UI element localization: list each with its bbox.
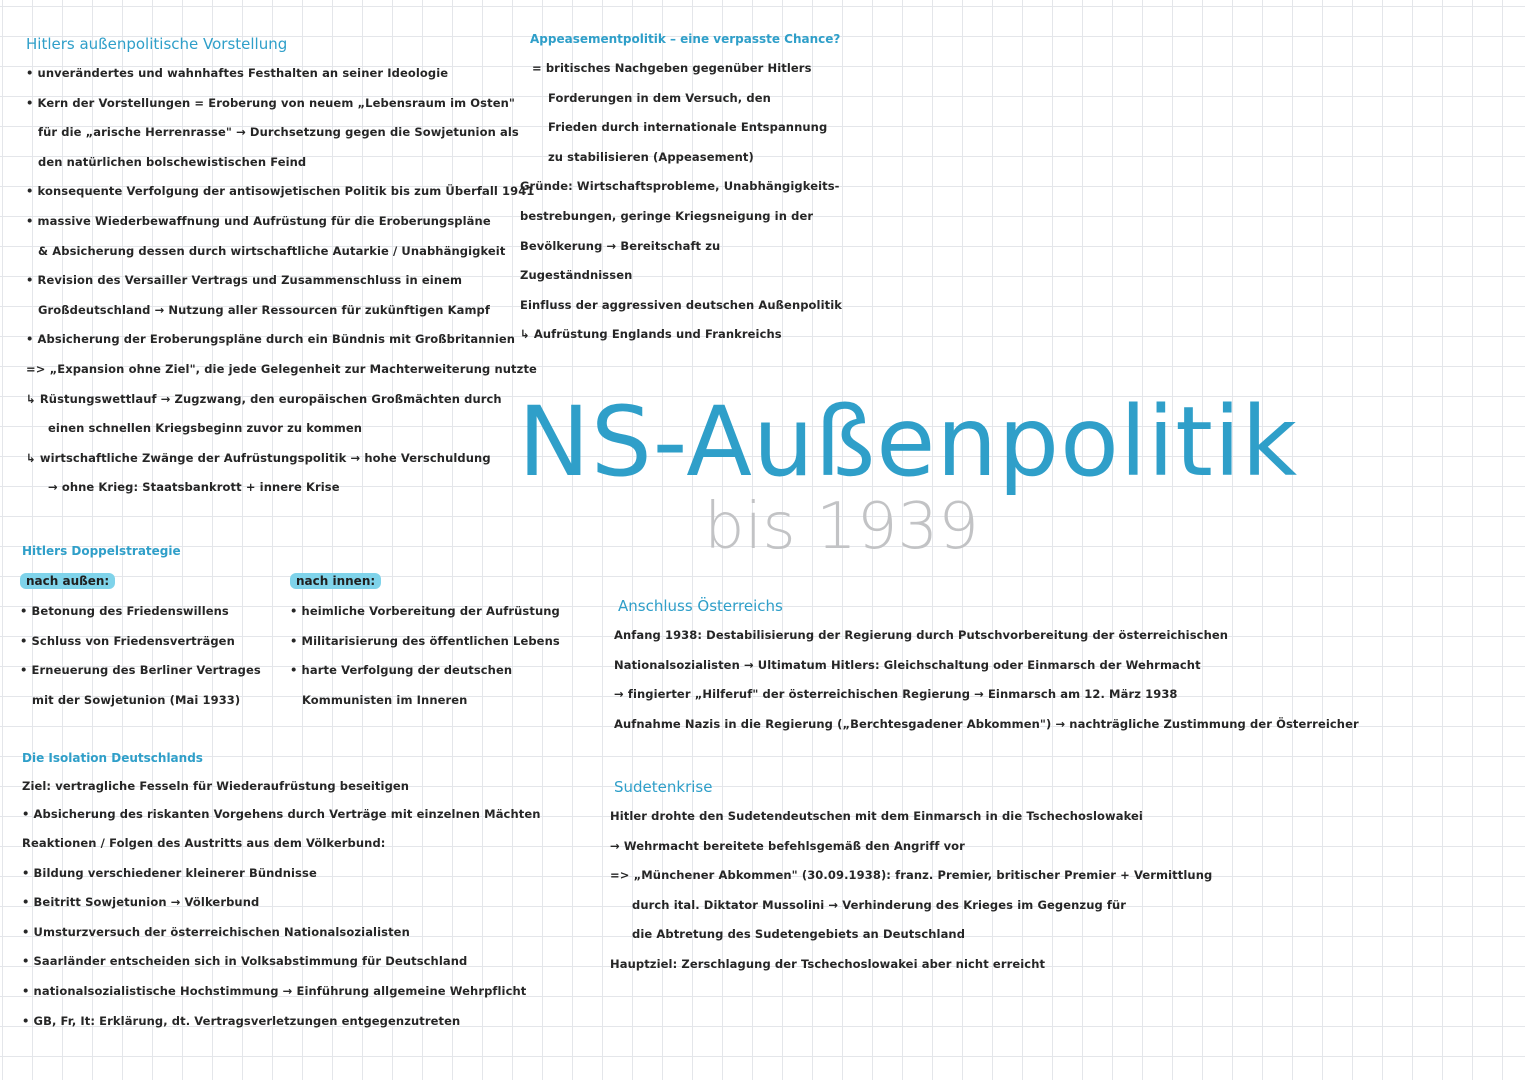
note-line: • GB, Fr, It: Erklärung, dt. Vertragsverletzungen entgegenzutreten bbox=[22, 1013, 461, 1028]
page-subtitle: bis 1939 bbox=[704, 490, 979, 564]
note-line: • Absicherung des riskanten Vorgehens durch Verträge mit einzelnen Mächten bbox=[22, 807, 541, 821]
note-line: Gründe: Wirtschaftsprobleme, Unabhängigkeits- bbox=[520, 179, 840, 194]
note-line: ↳ Aufrüstung Englands und Frankreichs bbox=[520, 327, 782, 342]
note-line: • Kern der Vorstellungen = Eroberung von neuem „Lebensraum im Osten" bbox=[26, 95, 516, 110]
note-line: → fingierter „Hilferuf" der österreichischen Regierung → Einmarsch am 12. März 1938 bbox=[614, 687, 1178, 702]
note-line: die Abtretung des Sudetengebiets an Deutschland bbox=[632, 927, 966, 942]
note-line: Hauptziel: Zerschlagung der Tschechoslowakei aber nicht erreicht bbox=[610, 956, 1046, 971]
doppel-outward bbox=[20, 570, 280, 715]
note-line: • Beitritt Sowjetunion → Völkerbund bbox=[22, 895, 260, 910]
note-line: • Umsturzversuch der österreichischen Nationalsozialisten bbox=[22, 924, 410, 939]
note-line: = britisches Nachgeben gegenüber Hitlers bbox=[532, 61, 812, 75]
note-line: → ohne Krieg: Staatsbankrott + innere Krise bbox=[48, 480, 340, 495]
note-line: • Saarländer entscheiden sich in Volksabstimmung für Deutschland bbox=[22, 954, 468, 969]
note-line: • Schluss von Friedensverträgen bbox=[20, 633, 235, 648]
note-line: Bevölkerung → Bereitschaft zu bbox=[520, 238, 721, 253]
note-line: Einfluss der aggressiven deutschen Außenpolitik bbox=[520, 297, 843, 312]
note-line: • massive Wiederbewaffnung und Aufrüstung für die Eroberungspläne bbox=[26, 213, 491, 228]
note-line: durch ital. Diktator Mussolini → Verhinderung des Krieges im Gegenzug für bbox=[632, 897, 1127, 912]
note-line: & Absicherung dessen durch wirtschaftliche Autarkie / Unabhängigkeit bbox=[38, 243, 506, 258]
note-line: • heimliche Vorbereitung der Aufrüstung bbox=[290, 604, 560, 618]
heading-vorstellung: Hitlers außenpolitische Vorstellung bbox=[26, 35, 288, 53]
note-line: zu stabilisieren (Appeasement) bbox=[548, 149, 754, 164]
note-line: bestrebungen, geringe Kriegsneigung in der bbox=[520, 208, 814, 223]
note-line: ↳ Rüstungswettlauf → Zugzwang, den europäischen Großmächten durch bbox=[26, 391, 502, 406]
note-line: Zugeständnissen bbox=[520, 268, 633, 283]
heading-anschluss: Anschluss Österreichs bbox=[618, 597, 783, 615]
note-line: Forderungen in dem Versuch, den bbox=[548, 90, 771, 105]
note-line: Frieden durch internationale Entspannung bbox=[548, 120, 828, 135]
note-line: Großdeutschland → Nutzung aller Ressourcen für zukünftigen Kampf bbox=[38, 302, 490, 317]
section-isolation bbox=[22, 743, 582, 1036]
page-title: NS-Außenpolitik bbox=[518, 386, 1299, 498]
note-line: Kommunisten im Inneren bbox=[302, 692, 468, 707]
heading-isolation: Die Isolation Deutschlands bbox=[22, 751, 203, 765]
note-line: • Erneuerung des Berliner Vertrages bbox=[20, 663, 261, 678]
note-line: den natürlichen bolschewistischen Feind bbox=[38, 154, 307, 169]
note-line: Hitler drohte den Sudetendeutschen mit dem Einmarsch in die Tschechoslowakei bbox=[610, 809, 1143, 823]
note-line: • Revision des Versailler Vertrags und Zusammenschluss in einem bbox=[26, 273, 463, 288]
section-anschluss bbox=[614, 591, 1504, 739]
doppel-inward bbox=[290, 570, 580, 715]
note-line: => „Münchener Abkommen" (30.09.1938): franz. Premier, britischer Premier + Vermittlung bbox=[610, 868, 1213, 883]
note-line: für die „arische Herrenrasse" → Durchsetzung gegen die Sowjetunion als bbox=[38, 125, 519, 140]
heading-appeasement: Appeasementpolitik – eine verpasste Chance? bbox=[530, 32, 841, 46]
section-sudetenkrise bbox=[610, 772, 1500, 980]
note-line: Ziel: vertragliche Fesseln für Wiederaufrüstung beseitigen bbox=[22, 779, 410, 793]
note-line: • Militarisierung des öffentlichen Lebens bbox=[290, 633, 560, 648]
section-appeasement bbox=[520, 24, 843, 350]
note-line: • konsequente Verfolgung der antisowjetischen Politik bis zum Überfall 1941 bbox=[26, 184, 535, 199]
heading-doppelstrategie: Hitlers Doppelstrategie bbox=[22, 544, 181, 558]
note-line: Nationalsozialisten → Ultimatum Hitlers: Gleichschaltung oder Einmarsch der Wehrmacht bbox=[614, 657, 1201, 672]
note-line: • unverändertes und wahnhaftes Festhalten an seiner Ideologie bbox=[26, 66, 449, 80]
section-vorstellung bbox=[26, 29, 537, 503]
note-line: • Absicherung der Eroberungspläne durch ein Bündnis mit Großbritannien bbox=[26, 332, 516, 347]
section-doppelstrategie bbox=[22, 536, 582, 566]
note-line: • Bildung verschiedener kleinerer Bündnisse bbox=[22, 865, 317, 880]
note-line: • harte Verfolgung der deutschen bbox=[290, 663, 513, 678]
note-line: ↳ wirtschaftliche Zwänge der Aufrüstungspolitik → hohe Verschuldung bbox=[26, 450, 491, 465]
label-nach-aussen: nach außen: bbox=[20, 573, 115, 589]
heading-sudetenkrise: Sudetenkrise bbox=[614, 778, 713, 796]
label-nach-innen: nach innen: bbox=[290, 573, 381, 589]
note-line: • Betonung des Friedenswillens bbox=[20, 604, 229, 618]
note-line: • nationalsozialistische Hochstimmung → Einführung allgemeine Wehrpflicht bbox=[22, 983, 527, 998]
note-line: → Wehrmacht bereitete befehlsgemäß den Angriff vor bbox=[610, 838, 965, 853]
note-line: => „Expansion ohne Ziel", die jede Gelegenheit zur Machterweiterung nutzte bbox=[26, 361, 537, 376]
note-line: mit der Sowjetunion (Mai 1933) bbox=[32, 692, 241, 707]
note-line: Anfang 1938: Destabilisierung der Regierung durch Putschvorbereitung der österreichischen bbox=[614, 628, 1229, 642]
note-line: Aufnahme Nazis in die Regierung („Berchtesgadener Abkommen") → nachträgliche Zustimmung der Österreicher bbox=[614, 716, 1359, 731]
note-line: Reaktionen / Folgen des Austritts aus dem Völkerbund: bbox=[22, 836, 386, 850]
note-line: einen schnellen Kriegsbeginn zuvor zu kommen bbox=[48, 421, 363, 436]
